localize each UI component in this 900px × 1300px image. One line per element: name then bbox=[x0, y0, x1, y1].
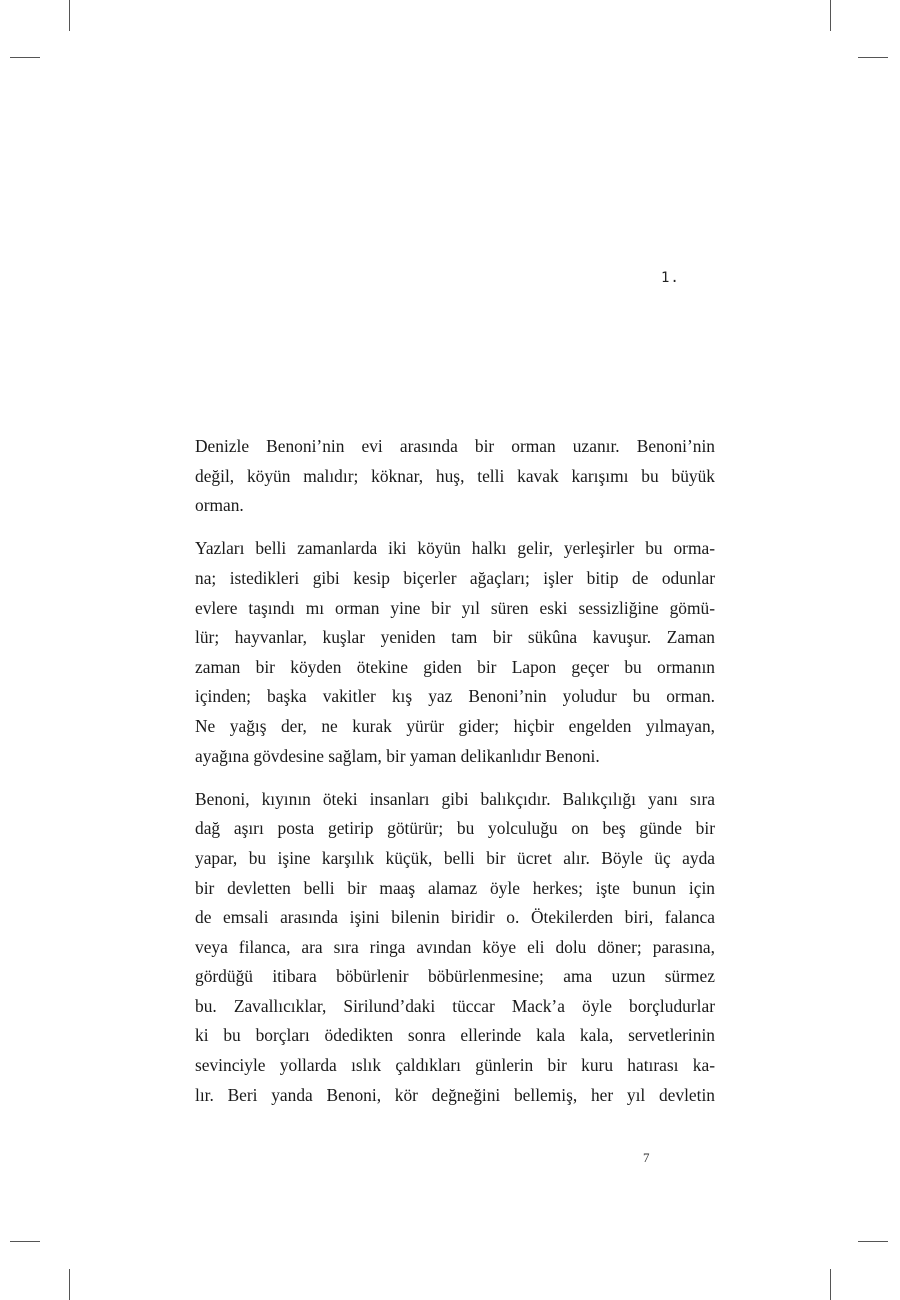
body-text bbox=[195, 432, 715, 1124]
text-line: lür; hayvanlar, kuşlar yeniden tam bir sükûna kavuşur. Zaman bbox=[195, 627, 715, 648]
text-line: evlere taşındı mı orman yine bir yıl süren eski sessizliğine gömü- bbox=[195, 597, 715, 618]
text-line: bu. Zavallıcıklar, Sirilund’daki tüccar Mack’a öyle borçludurlar bbox=[195, 995, 715, 1016]
text-line: Ne yağış der, ne kurak yürür gider; hiçbir engelden yılmayan, bbox=[195, 715, 715, 736]
text-line: zaman bir köyden ötekine giden bir Lapon geçer bu ormanın bbox=[195, 656, 715, 677]
text-line: dağ aşırı posta getirip götürür; bu yolculuğu on beş günde bir bbox=[195, 818, 715, 839]
paragraph-2 bbox=[195, 534, 715, 771]
text-line: ayağına gövdesine sağlam, bir yaman delikanlıdır Benoni. bbox=[195, 745, 600, 766]
text-line: sevinciyle yollarda ıslık çaldıkları günlerin bir kuru hatırası ka- bbox=[195, 1055, 715, 1076]
text-line: gördüğü itibara böbürlenir böbürlenmesine; ama uzun sürmez bbox=[195, 966, 715, 987]
text-line: Denizle Benoni’nin evi arasında bir orman uzanır. Benoni’nin bbox=[195, 436, 715, 456]
text-line: de emsali arasında işini bilenin biridir o. Ötekilerden biri, falanca bbox=[195, 907, 715, 928]
text-line: değil, köyün malıdır; köknar, huş, telli kavak karışımı bu büyük bbox=[195, 465, 715, 486]
text-line: veya filanca, ara sıra ringa avından köye eli dolu döner; parasına, bbox=[195, 936, 715, 957]
page-number: 7 bbox=[643, 1150, 650, 1165]
text-line: na; istedikleri gibi kesip biçerler ağaçları; işler bitip de odunlar bbox=[195, 567, 715, 588]
crop-mark-top-right-horizontal bbox=[858, 57, 888, 58]
crop-mark-top-left-horizontal bbox=[10, 57, 40, 58]
text-line: bir devletten belli bir maaş alamaz öyle herkes; işte bunun için bbox=[195, 877, 715, 898]
text-line: yapar, bu işine karşılık küçük, belli bir ücret alır. Böyle üç ayda bbox=[195, 847, 715, 868]
chapter-number: 1. bbox=[661, 270, 680, 286]
crop-mark-top-left-vertical bbox=[69, 0, 70, 31]
text-line: Benoni, kıyının öteki insanları gibi balıkçıdır. Balıkçılığı yanı sıra bbox=[195, 788, 715, 809]
text-line: ki bu borçları ödedikten sonra ellerinde kala kala, servetlerinin bbox=[195, 1025, 715, 1046]
paragraph-3 bbox=[195, 785, 715, 1111]
text-line: Yazları belli zamanlarda iki köyün halkı gelir, yerleşirler bu orma- bbox=[195, 538, 715, 559]
crop-mark-top-right-vertical bbox=[830, 0, 831, 31]
paragraph-1 bbox=[195, 432, 715, 521]
crop-mark-bottom-right-vertical bbox=[830, 1269, 831, 1300]
crop-mark-bottom-left-vertical bbox=[69, 1269, 70, 1300]
text-line: içinden; başka vakitler kış yaz Benoni’nin yoludur bu orman. bbox=[195, 686, 715, 707]
text-line: lır. Beri yanda Benoni, kör değneğini bellemiş, her yıl devletin bbox=[195, 1084, 715, 1105]
crop-mark-bottom-right-horizontal bbox=[858, 1241, 888, 1242]
text-line: orman. bbox=[195, 495, 244, 516]
crop-mark-bottom-left-horizontal bbox=[10, 1241, 40, 1242]
